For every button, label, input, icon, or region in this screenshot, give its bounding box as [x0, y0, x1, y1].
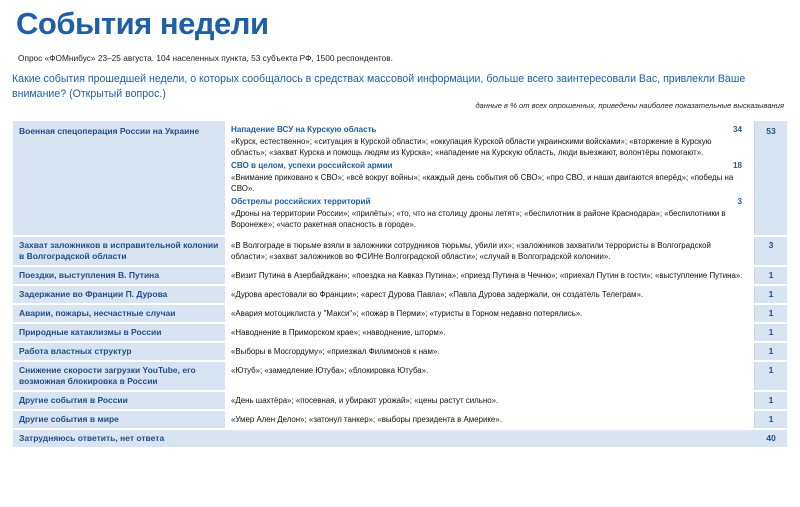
table-row [13, 411, 787, 428]
category-value: 40 [755, 430, 787, 447]
category-value: 1 [755, 324, 787, 341]
subcategory-value: 34 [732, 125, 742, 134]
category-value: 1 [755, 362, 787, 390]
category-label: Природные катаклизмы в России [13, 324, 225, 341]
category-quotes: «День шахтёра»; «посевная, и убирают урожай»; «цены растут сильно». [225, 392, 755, 409]
category-value: 1 [755, 411, 787, 428]
table-row [13, 267, 787, 284]
category-quotes: «Умер Ален Делон»; «затонул танкер»; «выборы президента в Америке». [225, 411, 755, 428]
table-row-total [13, 430, 787, 447]
table-row [13, 362, 787, 390]
table-row [13, 324, 787, 341]
category-label: Поездки, выступления В. Путина [13, 267, 225, 284]
category-quotes: «Дурова арестовали во Франции»; «арест Дурова Павла»; «Павла Дурова задержали, он создатель Телеграм». [225, 286, 755, 303]
category-value: 1 [755, 305, 787, 322]
category-quotes: «Выборы в Мосгордуму»; «приезжал Филимонов к нам». [225, 343, 755, 360]
table-row [13, 286, 787, 303]
category-label: Аварии, пожары, несчастные случаи [13, 305, 225, 322]
category-value: 53 [755, 121, 787, 235]
category-quotes: «Ютуб»; «замедление Ютуба»; «блокировка Ютуба». [225, 362, 755, 390]
category-label: Снижение скорости загрузки YouTube, его возможная блокировка в России [13, 362, 225, 390]
subcategory-value: 3 [737, 197, 742, 206]
subcategory-label: Нападение ВСУ на Курскую область [231, 125, 377, 134]
survey-question: Какие события прошедшей недели, о которых сообщалось в средствах массовой информации, больше всего заинтересовали Вас, привлекли Ваше внимание? (Открытый вопрос.) [12, 73, 746, 100]
subcategory-header [231, 124, 748, 136]
subcategory-label: СВО в целом, успехи российской армии [231, 161, 393, 170]
subcategory-header [231, 160, 748, 172]
category-quotes: «Наводнение в Приморском крае»; «наводнение, шторм». [225, 324, 755, 341]
table-row [13, 392, 787, 409]
category-label: Затрудняюсь ответить, нет ответа [13, 430, 225, 447]
subcategory-quotes: «Курск, естественно»; «ситуация в Курской области»; «оккупация Курской области украинскими войсками»; «вторжение в Курскую область»; «захват Курска и помощь людям из Курска»; «нападение на Курскую область, люди выезжают, волонтёры помогают». [231, 137, 712, 157]
subcategory-header [231, 196, 748, 208]
subcategory-quotes: «Внимание приковано к СВО»; «всё вокруг войны»; «каждый день события об СВО»; «про СВО, и наши двигаются вперёд»; «победы на СВО». [231, 173, 734, 193]
category-details [225, 121, 755, 235]
category-value: 3 [755, 237, 787, 265]
results-table [13, 119, 787, 449]
category-quotes: «Авария мотоциклиста у "Макси"»; «пожар в Перми»; «туристы в Горном недавно потерялись». [225, 305, 755, 322]
category-quotes [225, 430, 755, 447]
category-label: Работа властных структур [13, 343, 225, 360]
category-label: Другие события в мире [13, 411, 225, 428]
category-value: 1 [755, 392, 787, 409]
table-row [13, 237, 787, 265]
category-value: 1 [755, 343, 787, 360]
category-quotes: «В Волгограде в тюрьме взяли в заложники сотрудников тюрьмы, убили их»; «заложников захватили террористы в Волгоградской области»; «захват заложников во ФСИНе Волгоградской области»; «случай в Волгоградской колонии». [225, 237, 755, 265]
table-row [13, 343, 787, 360]
survey-subtitle: Опрос «ФОМнибус» 23–25 августа. 104 населенных пункта, 53 субъекта РФ, 1500 респондентов. [18, 53, 393, 63]
subcategory-label: Обстрелы российских территорий [231, 197, 371, 206]
category-label: Задержание во Франции П. Дурова [13, 286, 225, 303]
category-value: 1 [755, 267, 787, 284]
page-title: События недели [16, 6, 269, 41]
category-label: Военная спецоперация России на Украине [13, 121, 225, 235]
data-note: данные в % от всех опрошенных, приведены наиболее показательные высказывания [475, 101, 784, 110]
table-row [13, 305, 787, 322]
subcategory-quotes: «Дроны на территории России»; «прилёты»; «то, что на столицу дроны летят»; «беспилотник в районе Краснодара»; «беспилотники в Воронеже»; «часто ракетная опасность в городе». [231, 209, 726, 229]
category-value: 1 [755, 286, 787, 303]
subcategory-value: 18 [732, 161, 742, 170]
category-label: Другие события в России [13, 392, 225, 409]
table-row [13, 121, 787, 235]
category-label: Захват заложников в исправительной колонии в Волгоградской области [13, 237, 225, 265]
category-quotes: «Визит Путина в Азербайджан»; «поездка на Кавказ Путина»; «приезд Путина в Чечню»; «приехал Путин в гости»; «выступление Путина». [225, 267, 755, 284]
